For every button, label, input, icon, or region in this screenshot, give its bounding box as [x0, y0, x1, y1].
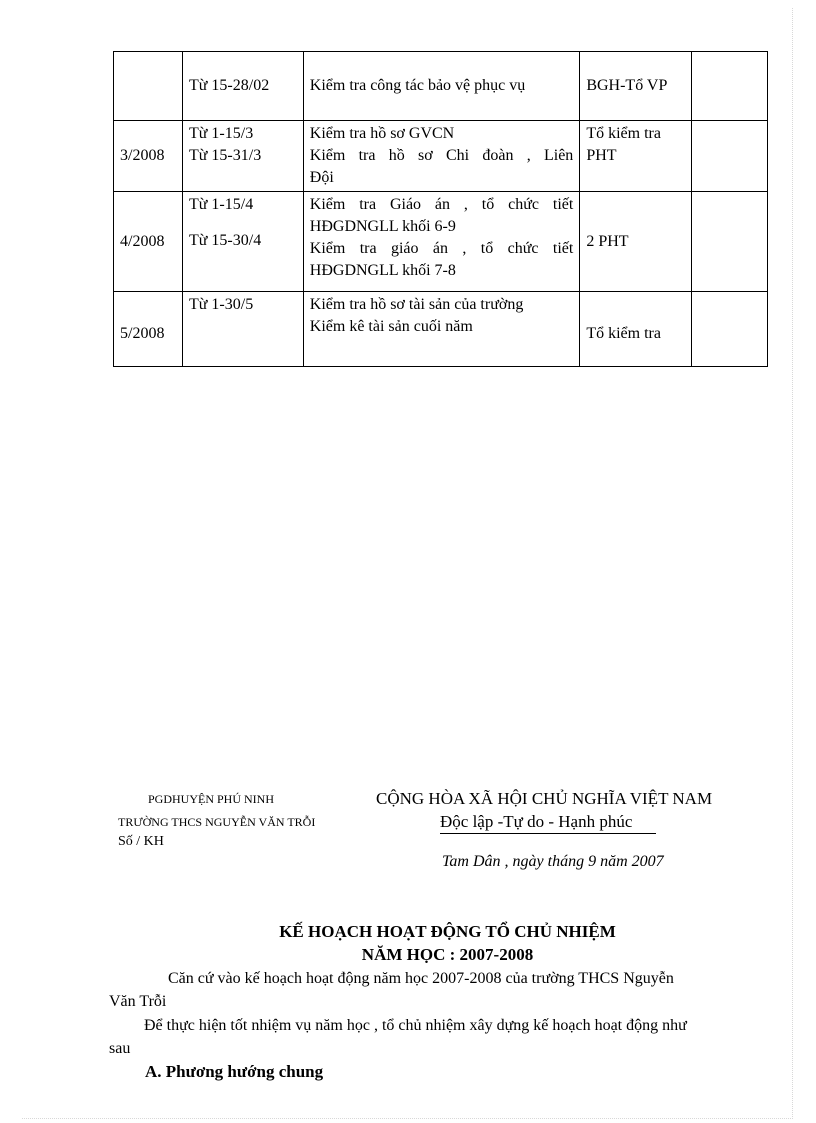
period-line: Từ 1-15/4 — [188, 196, 254, 213]
period-line: Từ 1-15/3 — [188, 125, 254, 142]
task-line: Kiểm tra hồ sơ tài sản của trường — [309, 296, 524, 313]
responsible-line: Tổ kiểm tra — [586, 125, 661, 142]
period-cell — [182, 192, 303, 292]
period-cell: Từ 15-28/02 — [182, 52, 303, 121]
responsible-cell: 2 PHT — [580, 192, 692, 292]
plan-table — [113, 51, 768, 367]
period-line: Từ 15-30/4 — [188, 232, 262, 249]
date-line: Tam Dân , ngày tháng 9 năm 2007 — [442, 853, 664, 870]
period-cell — [182, 121, 303, 192]
task-line: Kiểm tra hồ sơ Chi đoàn , Liên — [309, 147, 574, 164]
table-row — [114, 292, 768, 367]
document-number: Số / KH — [118, 834, 164, 849]
period-line: Từ 15-31/3 — [188, 147, 262, 164]
department-name: PGDHUYỆN PHÚ NINH — [148, 792, 274, 806]
table-row — [114, 52, 768, 121]
task-line: Kiểm tra giáo án , tổ chức tiết — [309, 240, 574, 257]
month-cell: 4/2008 — [114, 192, 183, 292]
nation-name: CỘNG HÒA XÃ HỘI CHỦ NGHĨA VIỆT NAM — [376, 789, 713, 808]
paragraph-line: sau — [109, 1040, 131, 1057]
task-cell — [303, 121, 580, 192]
paragraph-line: Văn Trỗi — [109, 993, 167, 1010]
paragraph-line: Để thực hiện tốt nhiệm vụ năm học , tổ chủ nhiệm xây dựng kế hoạch hoạt động như — [144, 1017, 687, 1034]
responsible-line: PHT — [586, 147, 617, 164]
month-cell — [114, 52, 183, 121]
note-cell — [692, 52, 768, 121]
task-line: Đội — [309, 169, 334, 186]
month-cell: 3/2008 — [114, 121, 183, 192]
responsible-cell: BGH-Tổ VP — [580, 52, 692, 121]
task-cell: Kiểm tra công tác bảo vệ phục vụ — [303, 52, 580, 121]
task-line: Kiểm tra hồ sơ GVCN — [309, 125, 455, 142]
note-cell — [692, 192, 768, 292]
task-line: Kiểm tra Giáo án , tổ chức tiết — [309, 196, 574, 213]
month-cell: 5/2008 — [114, 292, 183, 367]
task-line: HĐGDNGLL khối 7-8 — [309, 262, 456, 279]
task-cell — [303, 192, 580, 292]
school-name: TRƯỜNG THCS NGUYỄN VĂN TRỖI — [118, 815, 316, 829]
task-line: HĐGDNGLL khối 6-9 — [309, 218, 456, 235]
paragraph-line: Căn cứ vào kế hoạch hoạt động năm học 2007-2008 của trường THCS Nguyễn — [168, 970, 674, 987]
document-title: KẾ HOẠCH HOẠT ĐỘNG TỔ CHỦ NHIỆM — [279, 922, 616, 941]
note-cell — [692, 292, 768, 367]
responsible-cell: Tổ kiểm tra — [580, 292, 692, 367]
task-cell — [303, 292, 580, 367]
motto: Độc lập -Tự do - Hạnh phúc — [440, 812, 656, 834]
period-cell: Từ 1-30/5 — [182, 292, 303, 367]
school-year: NĂM HỌC : 2007-2008 — [361, 945, 534, 964]
task-line: Kiểm kê tài sản cuối năm — [309, 318, 473, 335]
responsible-cell — [580, 121, 692, 192]
section-heading: A. Phương hướng chung — [145, 1062, 324, 1081]
note-cell — [692, 121, 768, 192]
table-row — [114, 121, 768, 192]
table-row — [114, 192, 768, 292]
